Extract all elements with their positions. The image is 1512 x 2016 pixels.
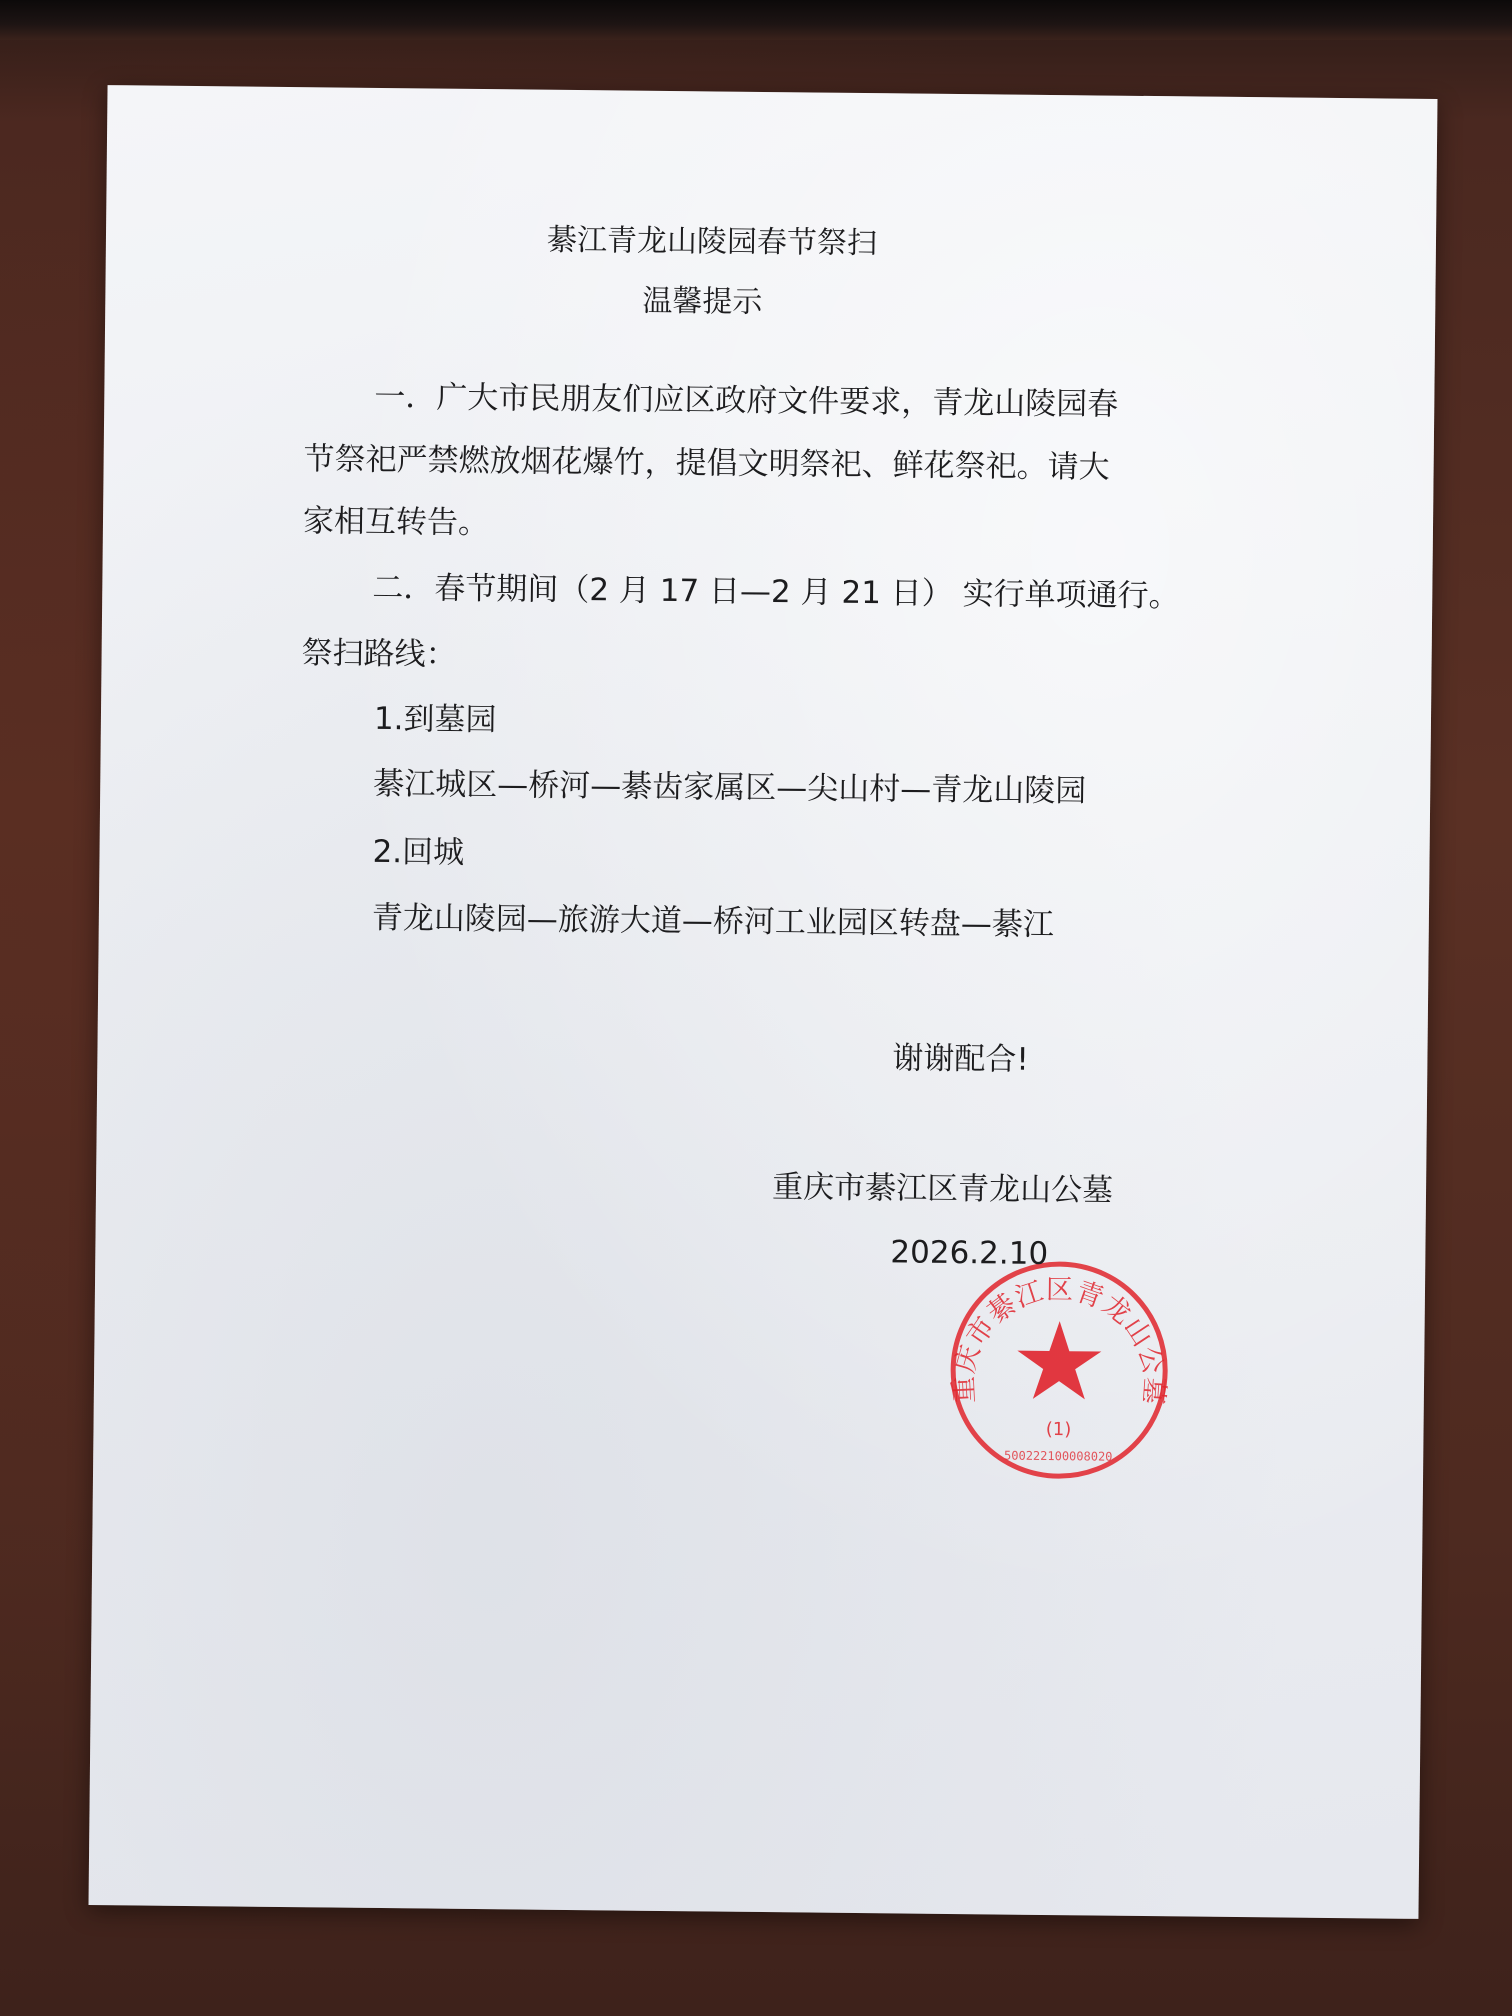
route-2-heading: 2.回城 xyxy=(372,833,465,871)
seal-arc-text: 重庆市綦江区青龙山公墓 xyxy=(948,1274,1170,1407)
thanks-text: 谢谢配合! xyxy=(892,1040,1030,1078)
seal-star-icon xyxy=(1017,1321,1102,1400)
seal-code: 500222100008020 xyxy=(1004,1448,1113,1464)
notice-subtitle: 温馨提示 xyxy=(642,283,763,320)
notice-title: 綦江青龙山陵园春节祭扫 xyxy=(546,222,878,262)
paragraph-1-line-3: 家相互转告。 xyxy=(302,503,490,542)
paragraph-1-line-1: 一．广大市民朋友们应区政府文件要求，青龙山陵园春 xyxy=(374,378,1119,423)
notice-paper xyxy=(89,85,1438,1919)
paragraph-2-line-1: 二．春节期间（2 月 17 日—2 月 21 日） 实行单项通行。 xyxy=(372,569,1180,615)
notice-date: 2026.2.10 xyxy=(890,1234,1049,1272)
seal-center-text: (1) xyxy=(1045,1418,1072,1441)
route-1-path: 綦江城区—桥河—綦齿家属区—尖山村—青龙山陵园 xyxy=(373,765,1087,810)
route-2-path: 青龙山陵园—旅游大道—桥河工业园区转盘—綦江 xyxy=(371,899,1055,944)
table-background xyxy=(0,0,1512,40)
paragraph-2-line-2: 祭扫路线： xyxy=(301,635,457,673)
official-seal xyxy=(945,1256,1173,1484)
paragraph-1-line-2: 节祭祀严禁燃放烟花爆竹，提倡文明祭祀、鲜花祭祀。请大 xyxy=(303,441,1110,486)
route-1-heading: 1.到墓园 xyxy=(373,700,497,739)
organization-name: 重庆市綦江区青龙山公墓 xyxy=(771,1169,1114,1209)
